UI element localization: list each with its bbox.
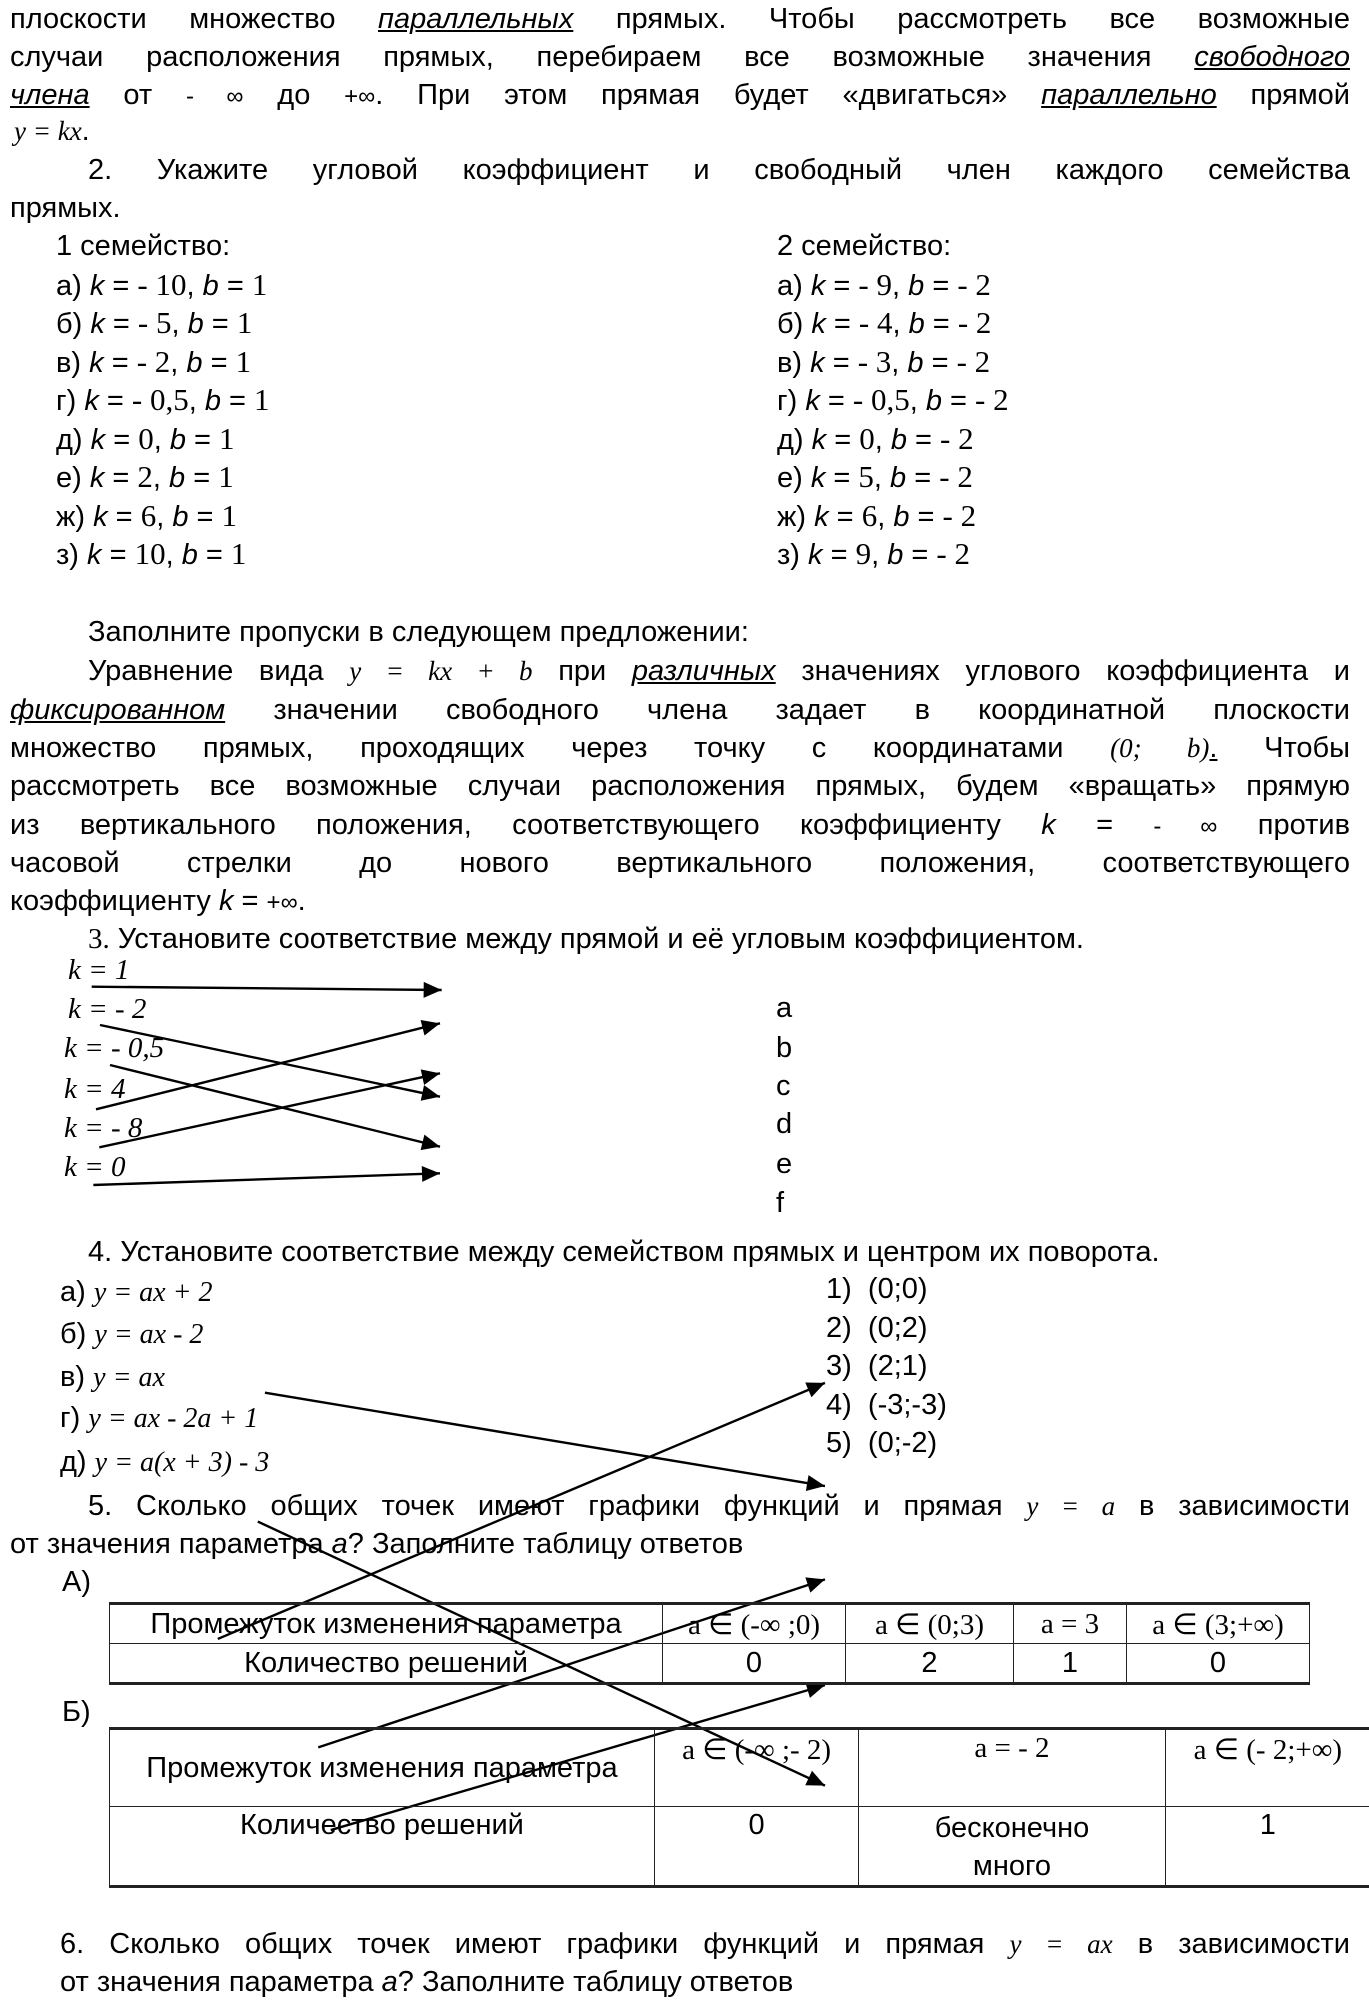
comma: , <box>892 308 909 340</box>
text: плоскости множество <box>10 3 379 35</box>
equals: = <box>203 308 237 340</box>
task3-arrow-line <box>99 1073 440 1147</box>
var-k: k <box>89 346 104 379</box>
b-value: - 2 <box>942 497 977 533</box>
equals: = <box>105 423 139 456</box>
var-k: k <box>805 385 820 417</box>
text: прямой <box>1216 79 1350 111</box>
answer-table-a <box>109 1602 1310 1685</box>
task-text: прямых. <box>10 192 121 224</box>
var-k: k <box>810 462 826 494</box>
arrowhead-icon <box>424 982 442 998</box>
text: . <box>1209 732 1218 764</box>
var-b: b <box>204 385 221 417</box>
heading: Заполните пропуски в следующем предложении: <box>88 616 749 648</box>
comma: , <box>874 423 891 456</box>
table-cell: 1 <box>1014 1644 1127 1684</box>
b-value: - 2 <box>957 266 991 302</box>
task3-right-item: e <box>776 1148 793 1180</box>
formula: y = ax - 2a + 1 <box>88 1403 259 1434</box>
equals: = <box>218 269 252 302</box>
equals: = <box>906 462 940 494</box>
table-cell: 0 <box>1127 1644 1310 1684</box>
part-b-label: Б) <box>62 1696 91 1728</box>
task3-left-item: k = - 8 <box>64 1112 143 1144</box>
b-value: - 2 <box>936 536 970 571</box>
row-label: б) <box>56 308 83 340</box>
row-label: б) <box>777 308 804 340</box>
equals: = <box>103 346 137 379</box>
var-k: k <box>1041 809 1056 841</box>
underlined-term: члена <box>10 79 90 111</box>
k-value: 6 <box>140 497 157 533</box>
row-label: з) <box>56 539 79 571</box>
table-header-cell: Промежуток изменения параметра <box>110 1729 655 1807</box>
text: от <box>89 79 186 111</box>
equals: = <box>909 500 943 533</box>
task-text: 4. Установите соответствие между семейством прямых и центром их поворота. <box>88 1236 1160 1268</box>
table-header-cell: a = - 2 <box>859 1729 1165 1807</box>
comma: , <box>871 539 888 571</box>
equals: = <box>220 385 255 417</box>
var-k: k <box>810 346 825 379</box>
point: (0;2) <box>867 1312 928 1344</box>
equals: = <box>188 500 222 533</box>
b-value: - 2 <box>957 305 992 340</box>
underlined-term: параллельно <box>1041 79 1217 111</box>
formula: y = ax <box>93 1362 165 1393</box>
arrowhead-icon <box>421 1020 440 1036</box>
var-b: b <box>907 346 924 379</box>
underlined-term: параллельных <box>378 3 574 35</box>
row-label: г) <box>56 385 77 417</box>
arrowhead-icon <box>421 1085 440 1101</box>
item-number: 4) <box>826 1389 852 1421</box>
table-cell: 1 <box>1165 1807 1369 1887</box>
equals: = <box>923 346 957 379</box>
row-label: з) <box>777 539 800 571</box>
var-a: a <box>331 1528 348 1560</box>
underlined-term: свободного <box>1194 41 1350 73</box>
k-value: - 9 <box>858 266 892 302</box>
row-label: а) <box>777 269 803 302</box>
formula: y = kx + b <box>349 656 533 686</box>
equals: = <box>826 423 860 456</box>
equals: = <box>825 308 859 340</box>
var-b: b <box>202 269 219 302</box>
item-number: 1) <box>826 1273 852 1305</box>
comma: , <box>153 423 170 456</box>
b-value: - 2 <box>956 343 991 379</box>
arrowhead-icon <box>422 1166 440 1182</box>
item-label: в) <box>60 1361 86 1393</box>
text: против <box>1217 809 1350 841</box>
arrowhead-icon <box>421 1069 440 1085</box>
task3-left-item: k = - 0,5 <box>64 1032 165 1064</box>
k-value: 10 <box>134 536 166 571</box>
row-label: е) <box>56 462 82 494</box>
var-b: b <box>181 539 198 571</box>
table-row <box>110 1644 1310 1684</box>
task6-line-1 <box>60 1925 1350 1963</box>
equals: = <box>825 462 859 494</box>
comma: , <box>877 500 894 533</box>
text: до <box>243 79 345 111</box>
k-value: 0 <box>859 420 875 456</box>
item-number: 2) <box>826 1312 852 1344</box>
row-label: е) <box>777 462 803 494</box>
var-b: b <box>925 385 942 417</box>
task3-left-item: k = 1 <box>68 954 130 986</box>
task-text: Установите соответствие между прямой и её угловым коэффициентом. <box>109 923 1084 955</box>
formula: y = a(x + 3) - 3 <box>94 1447 270 1478</box>
k-value: - 3 <box>857 343 892 379</box>
var-k: k <box>93 500 108 533</box>
item-number: 5) <box>826 1427 852 1459</box>
task-text: 6. Сколько общих точек имеют графики функций и прямая <box>60 1928 1010 1960</box>
equals: = <box>197 539 231 571</box>
comma: , <box>171 308 188 340</box>
var-k: k <box>810 269 826 302</box>
var-k: k <box>218 885 234 917</box>
b-value: 1 <box>219 420 235 456</box>
task5-line-2 <box>10 1525 1350 1563</box>
row-label: а) <box>56 269 82 302</box>
row-label: ж) <box>777 500 807 533</box>
equals: = <box>107 500 141 533</box>
item-label: а) <box>60 1276 86 1308</box>
equals: = <box>941 385 976 417</box>
task-text: ? Заполните таблицу ответов <box>347 1528 744 1560</box>
equals: = <box>98 385 132 417</box>
family-title: 2 семейство: <box>777 230 952 262</box>
b-value: 1 <box>230 536 247 571</box>
text: из вертикального положения, соответствующего коэффициенту <box>10 809 1042 841</box>
table-header-cell: a = 3 <box>1014 1604 1127 1644</box>
table-row <box>110 1807 1369 1887</box>
table-cell: 0 <box>654 1807 858 1887</box>
task3-left-item: k = - 2 <box>68 993 147 1025</box>
formula: y = kx <box>14 116 82 146</box>
equals: = <box>903 539 937 571</box>
item-label: г) <box>60 1402 81 1434</box>
var-b: b <box>893 500 910 533</box>
var-b: b <box>908 308 925 340</box>
var-k: k <box>87 539 102 571</box>
equals: = <box>185 423 220 456</box>
k-value: - 2 <box>136 343 171 379</box>
var-k: k <box>811 423 827 456</box>
equals: = <box>924 269 958 302</box>
k-value: - 5 <box>137 305 172 340</box>
task-text: от значения параметра <box>10 1528 332 1560</box>
b-value: - 2 <box>975 382 1009 417</box>
row-label: ж) <box>56 500 86 533</box>
formula: y = ax - 2 <box>94 1319 204 1350</box>
b-value: 1 <box>254 382 270 417</box>
task3-right-item: f <box>776 1187 785 1219</box>
var-k: k <box>89 269 105 302</box>
answer-table-b <box>109 1727 1369 1888</box>
arrowhead-icon <box>421 1135 440 1151</box>
task-text: 5. Сколько общих точек имеют графики функций и прямая <box>88 1490 1027 1522</box>
part-a-label: А) <box>62 1566 91 1598</box>
comma: , <box>165 539 182 571</box>
b-value: - 2 <box>940 420 974 456</box>
underlined-term: фиксированном <box>10 694 226 726</box>
var-b: b <box>186 346 203 379</box>
b-value: 1 <box>251 266 268 302</box>
var-k: k <box>811 308 826 340</box>
var-b: b <box>169 423 186 456</box>
text: Чтобы <box>1217 732 1350 764</box>
comma: , <box>891 346 908 379</box>
table-cell: 0 <box>663 1644 846 1684</box>
k-value: - 4 <box>858 305 893 340</box>
table-header-row <box>110 1729 1369 1807</box>
text: значениях углового коэффициента и <box>775 655 1350 687</box>
text: при <box>532 655 632 687</box>
var-k: k <box>814 500 829 533</box>
equals: = <box>828 500 862 533</box>
table-header-cell: a ∈ (-∞ ;0) <box>663 1604 846 1644</box>
point: (-3;-3) <box>867 1389 947 1421</box>
formula: (0; b) <box>1110 733 1210 763</box>
var-k: k <box>90 423 106 456</box>
text: часовой стрелки до нового вертикального положения, соответствующего <box>10 847 1350 879</box>
task3-left-item: k = 4 <box>64 1073 126 1105</box>
equals: = <box>924 308 958 340</box>
task3-arrows <box>92 982 442 1185</box>
var-k: k <box>90 308 105 340</box>
task-text: 2. Укажите угловой коэффициент и свободный член каждого семейства <box>88 154 1350 186</box>
comma: , <box>156 500 173 533</box>
comma: , <box>892 269 909 302</box>
row-label: в) <box>56 346 82 379</box>
task6-line-2 <box>60 1963 1369 2001</box>
var-b: b <box>887 539 904 571</box>
equals: = <box>104 308 138 340</box>
formula: y = ax + 2 <box>93 1277 213 1308</box>
text: прямых. Чтобы рассмотреть все возможные <box>573 3 1350 35</box>
b-value: 1 <box>218 459 234 494</box>
text: коэффициенту <box>10 885 219 917</box>
k-value: - 0,5 <box>852 382 910 417</box>
point: (0;0) <box>867 1273 928 1305</box>
table-header-row <box>110 1604 1310 1644</box>
task-text: в зависимости <box>1112 1928 1350 1960</box>
formula: y = ax <box>1009 1929 1113 1959</box>
family-title: 1 семейство: <box>56 230 231 262</box>
comma: , <box>152 462 170 494</box>
text: значении свободного члена задает в координатной плоскости <box>225 694 1350 726</box>
b-value: 1 <box>235 343 252 379</box>
comma: , <box>186 269 203 302</box>
point: (0;-2) <box>867 1427 938 1459</box>
task3-arrow-line <box>92 987 442 990</box>
b-value: - 2 <box>939 459 973 494</box>
var-a: a <box>381 1966 398 1998</box>
k-value: 0 <box>138 420 154 456</box>
k-value: 2 <box>137 459 153 494</box>
comma: , <box>188 385 205 417</box>
table-cell: бесконечно много <box>859 1807 1165 1887</box>
task3-right-item: d <box>776 1108 793 1140</box>
equals: = <box>825 269 859 302</box>
var-b: b <box>172 500 189 533</box>
equals: = <box>185 462 219 494</box>
neg-infinity: - ∞ <box>185 83 244 110</box>
var-b: b <box>890 462 907 494</box>
table-header-cell: a ∈ (0;3) <box>846 1604 1014 1644</box>
var-b: b <box>187 308 204 340</box>
table-cell: Количество решений <box>110 1807 655 1887</box>
task4-arrow-line <box>265 1393 825 1486</box>
row-label: д) <box>777 423 804 456</box>
task-text: в зависимости <box>1115 1490 1350 1522</box>
row-label: в) <box>777 346 803 379</box>
comma: , <box>170 346 187 379</box>
task3-right-item: c <box>776 1070 791 1102</box>
var-k: k <box>89 462 105 494</box>
task3-right-item: a <box>776 992 793 1024</box>
var-k: k <box>808 539 823 571</box>
point: (2;1) <box>867 1350 928 1382</box>
b-value: 1 <box>236 305 253 340</box>
table-header-cell: a ∈ (- 2;+∞) <box>1165 1729 1369 1807</box>
task3-left-item: k = 0 <box>64 1151 126 1183</box>
equals: = <box>819 385 853 417</box>
formula: y = a <box>1026 1491 1116 1521</box>
neg-infinity: - ∞ <box>1153 813 1218 840</box>
task-text: ? Заполните таблицу ответов <box>397 1966 794 1998</box>
equals: = <box>202 346 236 379</box>
text: . <box>81 115 90 147</box>
equals: = <box>906 423 941 456</box>
k-value: 6 <box>861 497 878 533</box>
b-value: 1 <box>221 497 238 533</box>
var-b: b <box>169 462 186 494</box>
equals: = <box>104 462 138 494</box>
var-b: b <box>908 269 925 302</box>
task3-arrow-line <box>93 1173 440 1185</box>
text: . При этом прямая будет «двигаться» <box>375 79 1042 111</box>
k-value: - 10 <box>137 266 187 302</box>
k-value: - 0,5 <box>131 382 189 417</box>
text: случаи расположения прямых, перебираем все возможные значения <box>10 41 1195 73</box>
equals: = <box>104 269 138 302</box>
comma: , <box>909 385 926 417</box>
task-text: от значения параметра <box>60 1966 382 1998</box>
row-label: г) <box>777 385 798 417</box>
task-number: 3. <box>88 923 110 955</box>
row-label: д) <box>56 423 83 456</box>
pos-infinity: +∞ <box>344 83 376 110</box>
text: = <box>1055 809 1154 841</box>
table-cell: Количество решений <box>110 1644 663 1684</box>
table-cell: 2 <box>846 1644 1014 1684</box>
equals: = <box>822 539 856 571</box>
var-k: k <box>84 385 99 417</box>
underlined-term: различных <box>631 655 776 687</box>
equals: = <box>101 539 135 571</box>
table-header-cell: a ∈ (-∞ ;- 2) <box>654 1729 858 1807</box>
item-number: 3) <box>826 1350 852 1382</box>
text: рассмотреть все возможные случаи расположения прямых, будем «вращать» прямую <box>10 770 1350 802</box>
text: множество прямых, проходящих через точку с координатами <box>10 732 1111 764</box>
task5-line-1 <box>88 1487 1350 1525</box>
text: Уравнение вида <box>88 655 350 687</box>
text: = <box>233 885 267 917</box>
item-label: б) <box>60 1318 87 1350</box>
var-b: b <box>890 423 907 456</box>
arrowhead-icon <box>805 1577 825 1592</box>
k-value: 5 <box>858 459 874 494</box>
table-header-cell: a ∈ (3;+∞) <box>1127 1604 1310 1644</box>
k-value: 9 <box>855 536 872 571</box>
item-label: д) <box>60 1446 87 1478</box>
pos-infinity: +∞ <box>266 889 298 916</box>
comma: , <box>873 462 891 494</box>
table-header-cell: Промежуток изменения параметра <box>110 1604 663 1644</box>
text: . <box>297 885 306 917</box>
equals: = <box>824 346 858 379</box>
task3-right-item: b <box>776 1032 793 1064</box>
